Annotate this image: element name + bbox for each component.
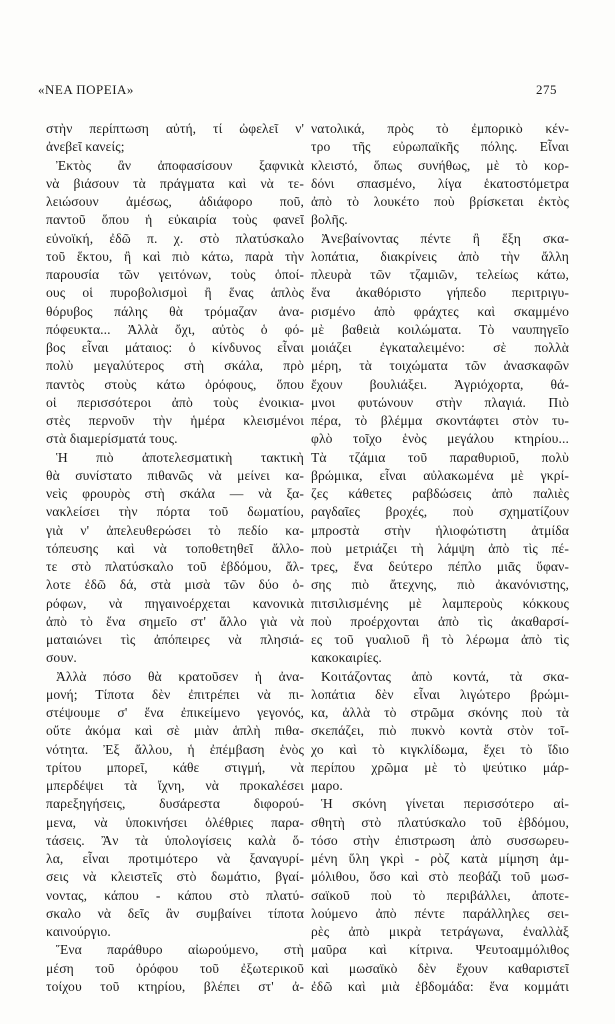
- text-line: ραγδαῖες βροχές, ποὺ σχηματίζουν: [311, 504, 569, 520]
- text-line: εὐνοϊκή, ἐδῶ π. χ. στὸ πλατύσκαλο: [46, 230, 304, 246]
- text-line: στέψουμε σ' ἕνα ἐπικείμενο γεγονός,: [46, 705, 304, 720]
- text-line: δόνι σπασμένο, λίγα ἑκατοστόμετρα: [311, 175, 569, 191]
- text-line: Ἕνα παράθυρο αἰωρούμενο, στὴ: [56, 942, 304, 958]
- text-line: ποὺ μετριάζει τὴ λάμψη ἀπὸ τὶς πέ-: [311, 540, 569, 556]
- text-line: λοτε ἐδῶ δά, στὰ μισὰ τῶν δύο ὀ-: [46, 577, 304, 593]
- text-line: νὰ βιάσουν τὰ πράγματα καὶ νὰ τε-: [46, 175, 304, 191]
- text-line: μπερδέψει τὰ ἴχνη, νὰ προκαλέσει: [46, 778, 304, 793]
- text-line: Ἡ σκόνη γίνεται περισσότερο αἰ-: [321, 796, 569, 812]
- text-line: Ἐκτὸς ἂν ἀποφασίσουν ξαφνικὰ: [56, 157, 304, 173]
- text-line: σκαλο νὰ δεῖς ἂν συμβαίνει τίποτα: [46, 905, 304, 921]
- text-line: νακλείσει τὴν πόρτα τοῦ δωματίου,: [46, 504, 304, 520]
- text-line: τάσεις. Ἂν τὰ ὑπολογίσεις καλὰ ὅ-: [46, 832, 304, 848]
- text-line: ἀπὸ τὸ λουκέτο ποὺ βρίσκεται ἐκτὸς: [311, 194, 569, 209]
- text-line: κακοκαιρίες.: [311, 650, 382, 666]
- text-line: νατολικά, πρὸς τὸ ἐμπορικὸ κέν-: [311, 121, 569, 136]
- text-line: ἔχουν βουλιάξει. Ἀγριόχορτα, θά-: [311, 376, 569, 392]
- text-line: σεις νὰ κλειστεῖς στὸ δωμάτιο, βγαί-: [46, 869, 304, 885]
- text-line: σης πιὸ ἄτεχνης, πιὸ ἀκανόνιστης,: [311, 577, 569, 593]
- text-line: τε στὸ πλατύσκαλο τοῦ ἑβδόμου, ἄλ-: [46, 559, 304, 574]
- text-line: λούμενο ἀπὸ πέντε παράλληλες σει-: [311, 905, 569, 921]
- text-line: ες τοῦ γυαλιοῦ ἢ τὸ λέρωμα ἀπὸ τὶς: [311, 632, 569, 647]
- text-line: ποὺ προέρχονται ἀπὸ τὶς ἀκαθαρσί-: [311, 613, 569, 629]
- text-column-right: [311, 120, 569, 996]
- text-line: πόφευκτα... Ἀλλὰ ὄχι, αὐτὸς ὁ φό-: [46, 321, 304, 337]
- running-head: [38, 82, 557, 102]
- text-line: πέρα, τὸ βλέμμα σκοντάφτει στὸν τυ-: [311, 413, 569, 428]
- text-line: τόσο στὴν ἐπιστρωση ἀπὸ συσσωρευ-: [311, 832, 569, 848]
- text-line: ρισμένο ἀπὸ φράχτες καὶ σκαμμένο: [311, 303, 569, 319]
- text-line: στὴν περίπτωση αὐτή, τί ὠφελεῖ ν': [46, 121, 304, 136]
- text-line: φλὸ τοῖχο ἑνὸς μεγάλου κτηρίου...: [311, 431, 569, 447]
- text-line: σαϊκοῦ ποὺ τὸ περιβάλλει, ἀποτε-: [311, 887, 569, 903]
- text-line: ους οἱ πυροβολισμοὶ ἢ ἕνας ἁπλὸς: [46, 285, 304, 301]
- text-line: τοῦ ἕκτου, ἢ καὶ πιὸ κάτω, παρὰ τὴν: [46, 248, 304, 264]
- text-line: μέρη, τὰ τοιχώματα τῶν ἀνασκαφῶν: [311, 358, 569, 374]
- text-line: τρίτου μπορεῖ, κάθε στιγμή, νὰ: [46, 759, 304, 775]
- text-line: ματαιώνει τὶς ἀπόπειρες νὰ πλησιά-: [46, 632, 304, 647]
- text-line: πιτσιλισμένης μὲ λαμπεροὺς κόκκους: [311, 595, 569, 611]
- text-line: λειώσουν ἀμέσως, ἀδιάφορο ποῦ,: [46, 194, 304, 209]
- text-line: σκεπάζει, πιὸ πυκνὸ κοντὰ στὸν τοῖ-: [311, 723, 569, 739]
- text-line: καινούργιο.: [46, 924, 111, 939]
- text-line: οἱ περισσότεροι ἀπὸ τοὺς ἐνοικια-: [46, 394, 304, 410]
- text-line: περίπου χρῶμα μὲ τὸ ψεύτικο μάρ-: [311, 759, 569, 775]
- text-line: τοίχου τοῦ κτηρίου, βλέπει στ' ἀ-: [46, 978, 304, 994]
- text-line: μενα, νὰ ὑποκινήσει ὀλέθριες παρα-: [46, 814, 304, 830]
- text-line: Ἡ πιὸ ἀποτελεσματικὴ τακτικὴ: [56, 449, 304, 465]
- text-line: μνοι φυτώνουν στὴν πλαγιά. Πιὸ: [311, 394, 569, 410]
- text-line: Τὰ τζάμια τοῦ παραθυριοῦ, πολὺ: [311, 449, 569, 465]
- text-line: κα, ἀλλὰ τὸ στρῶμα σκόνης ποὺ τὰ: [311, 705, 569, 720]
- text-line: στὲς περνοῦν τὴν ἡμέρα κλεισμένοι: [46, 413, 304, 428]
- text-line: νεὶς φρουρὸς στὴ σκάλα — νὰ ξα-: [46, 486, 304, 501]
- text-line: βος εἶναι μάταιος: ὁ κίνδυνος εἶναι: [46, 340, 304, 355]
- text-line: πλευρὰ τῶν τζαμιῶν, τελείως κάτω,: [311, 267, 569, 282]
- text-line: ρὲς ἀπὸ μικρὰ τετράγωνα, ἐναλλὰξ: [311, 924, 569, 939]
- text-line: ἕνα ἀκαθόριστο γήπεδο περιτριγυ-: [311, 285, 569, 301]
- text-line: βολῆς.: [311, 212, 348, 228]
- text-line: θόρυβος πάλης θὰ τρόμαζαν ἀνα-: [46, 303, 304, 319]
- text-line: μὲ βαθειὰ κοιλώματα. Τὸ ναυπηγεῖο: [311, 321, 569, 337]
- text-line: παρεξηγήσεις, δυσάρεστα διφορού-: [46, 796, 304, 812]
- text-line: πολὺ μεγαλύτερος στὴ σκάλα, πρὸ: [46, 358, 304, 374]
- text-line: μόλιθου, ὅσο καὶ στὸ πεοβάζι τοῦ μωσ-: [311, 869, 569, 885]
- text-line: παντὸς στοὺς κάτω ὀρόφους, ὅπου: [46, 376, 304, 392]
- text-line: ἐδῶ καὶ μιὰ ἑβδομάδα: ἕνα κομμάτι: [311, 978, 569, 994]
- text-line: παρουσία τῶν γειτόνων, τοὺς ὁποί-: [46, 267, 304, 282]
- page-number: 275: [536, 82, 557, 97]
- text-line: μαῦρα καὶ κίτρινα. Ψευτοαμμόλιθος: [311, 942, 569, 958]
- journal-title: «ΝΕΑ ΠΟΡΕΙΑ»: [38, 82, 134, 97]
- text-line: Ἀλλὰ πόσο θὰ κρατοῦσεν ἡ ἀνα-: [56, 668, 304, 684]
- text-line: μοιάζει ἐγκαταλειμένο: σὲ πολλὰ: [311, 340, 569, 355]
- text-column-left: [46, 120, 304, 996]
- text-line: γιὰ ν' ἀπελευθερώσει τὸ πεδίο κα-: [46, 522, 304, 538]
- text-line: σθητὴ στὸ πλατύσκαλο τοῦ ἑβδόμου,: [311, 814, 569, 830]
- text-line: ἀνεβεῖ κανείς;: [46, 139, 125, 155]
- text-line: τρες, ἕνα δεύτερο πέπλο μιᾶς ὕφαν-: [311, 559, 569, 574]
- text-line: οὔτε ἀκόμα καὶ σὲ μιὰν ἁπλὴ πιθα-: [46, 723, 304, 739]
- text-line: θὰ συνίστατο πιθανῶς νὰ μείνει κα-: [46, 467, 304, 483]
- text-line: λοπάτια δὲν εἶναι λιγώτερο βρώμι-: [311, 686, 569, 702]
- text-line: σουν.: [46, 650, 77, 666]
- text-line: μπροστὰ στὴν ἡλιοφώτιστη ἀτμίδα: [311, 522, 569, 538]
- text-line: κλειστό, ὅπως συνήθως, μὲ τὸ κορ-: [311, 157, 569, 173]
- text-line: Ἀνεβαίνοντας πέντε ἢ ἕξη σκα-: [321, 230, 569, 246]
- text-line: νότητα. Ἐξ ἄλλου, ἡ ἐπέμβαση ἑνὸς: [46, 741, 304, 757]
- text-line: τρο τῆς εὐρωπαϊκῆς πόλης. Εἶναι: [311, 139, 569, 155]
- text-line: λα, εἶναι προτιμότερο νὰ ξαναγυρί-: [46, 851, 304, 866]
- text-line: μαρο.: [311, 778, 343, 793]
- text-line: βρώμικα, εἶναι αὐλακωμένα μὲ γκρί-: [311, 467, 569, 483]
- text-line: στὰ διαμερίσματά τους.: [46, 431, 178, 447]
- text-line: τόπευσης καὶ νὰ τοποθετηθεῖ ἄλλο-: [46, 540, 304, 556]
- text-line: ἀπὸ τὸ ἕνα σημεῖο στ' ἄλλο γιὰ νὰ: [46, 613, 304, 629]
- text-line: χο καὶ τὸ κιγκλίδωμα, ἔχει τὸ ἴδιο: [311, 741, 569, 757]
- text-line: νοντας, κάπου - κάπου στὸ πλατύ-: [46, 887, 304, 903]
- text-line: παντοῦ ὅπου ἡ εὐκαιρία τοὺς φανεῖ: [46, 212, 304, 228]
- text-line: μονή; Τίποτα δὲν ἐπιτρέπει νὰ πι-: [46, 686, 304, 702]
- text-line: Κοιτάζοντας ἀπὸ κοντά, τὰ σκα-: [321, 668, 569, 684]
- text-line: καὶ μωσαϊκὸ δὲν ἔχουν καθαριστεῖ: [311, 960, 569, 976]
- text-line: λοπάτια, διακρίνεις ἀπὸ τὴν ἄλλη: [311, 248, 569, 264]
- text-line: μέση τοῦ ὀρόφου τοῦ ἐξωτερικοῦ: [46, 960, 304, 976]
- text-line: μένη ὕλη γκρὶ - ρὸζ κατὰ μίμηση ἀμ-: [311, 851, 569, 866]
- text-line: ρόφων, νὰ πηγαινοέρχεται κανονικὰ: [46, 595, 304, 611]
- text-line: ζες κάθετες ραβδώσεις ἀπὸ παλιὲς: [311, 486, 569, 501]
